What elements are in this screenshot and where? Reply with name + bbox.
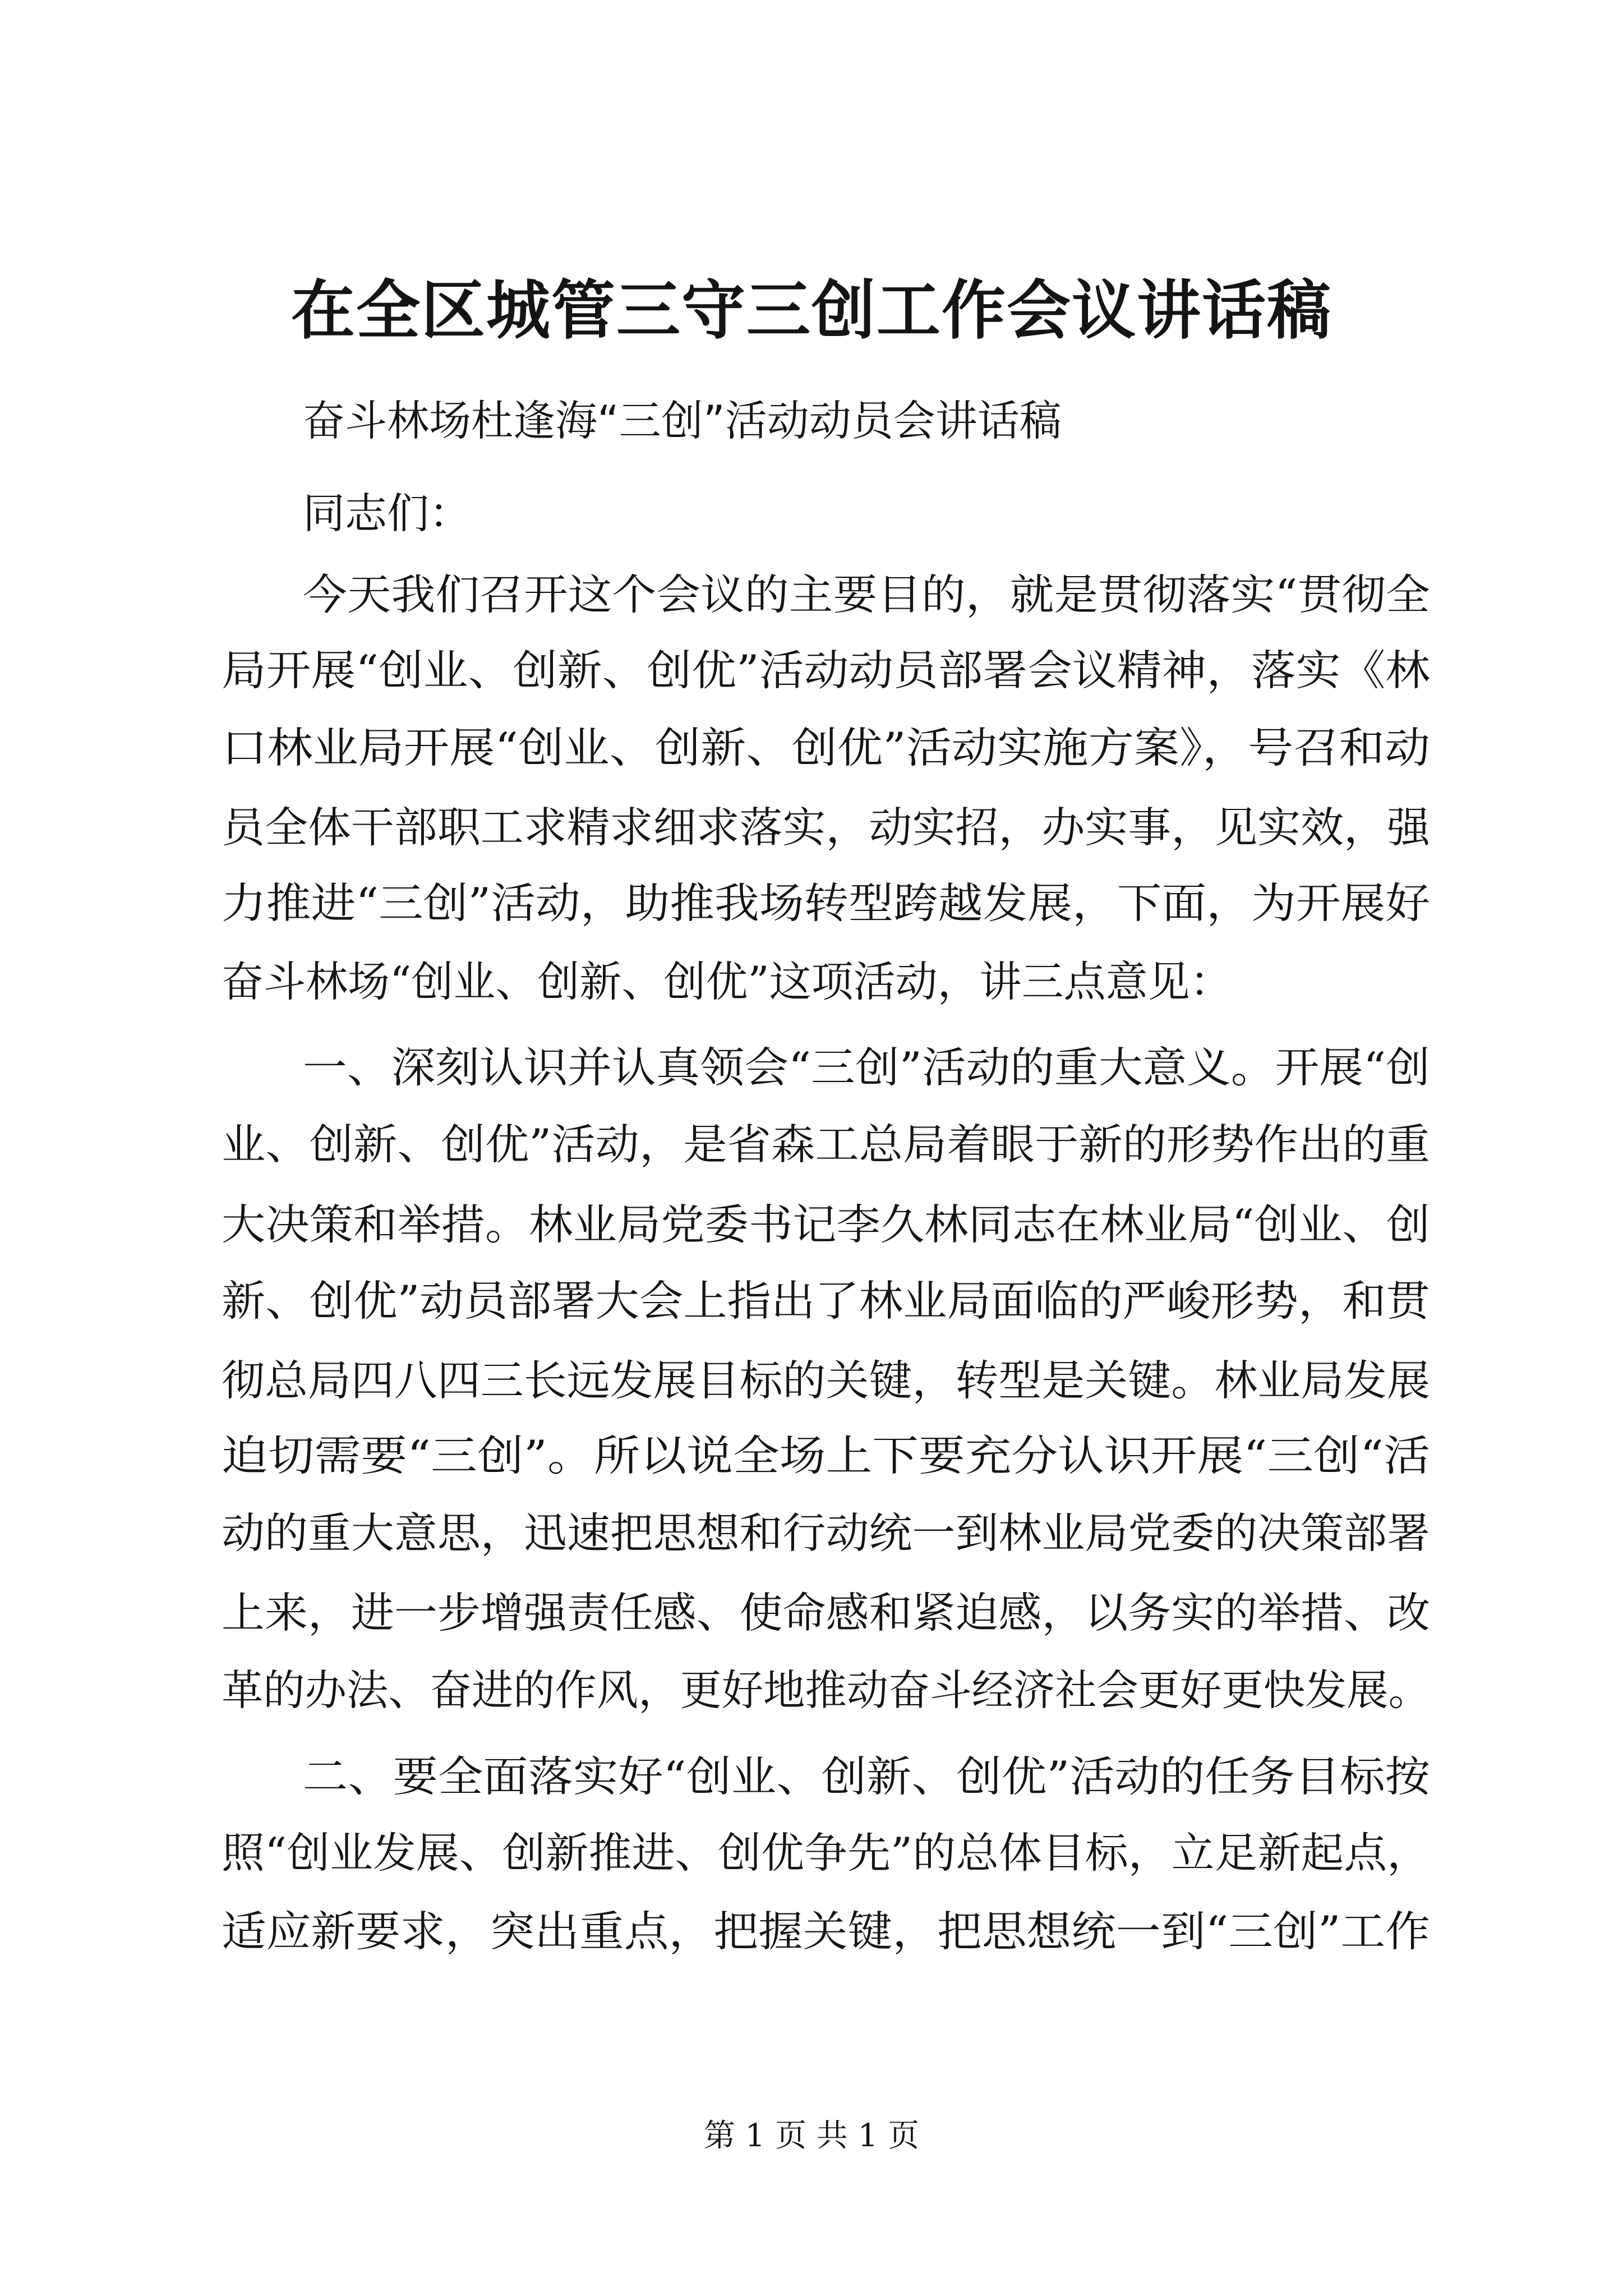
body-line (0, 482, 1623, 544)
body-line-text: 口林业局开展“创业、创新、创优”活动实施方案》，号召和动 (222, 723, 1431, 772)
body-line-text: 适应新要求，突出重点，把握关键，把思想统一到“三创”工作 (222, 1907, 1430, 1956)
body-line-text: 业、创新、创优”活动，是省森工总局着眼于新的形势作出的重 (222, 1120, 1430, 1169)
body-line-text: 同志们： (303, 489, 472, 538)
body-line (0, 1822, 1623, 1884)
body-line-text: 上来，进一步增强责任感、使命感和紧迫感，以务实的举措、改 (222, 1588, 1431, 1637)
body-line-text: 彻总局四八四三长远发展目标的关键，转型是关键。林业局发展 (222, 1356, 1431, 1405)
body-line-text: 新、创优”动员部署大会上指出了林业局面临的严峻形势，和贯 (222, 1276, 1430, 1326)
document-title: 在全区城管三守三创工作会议讲话稿 (291, 273, 1332, 348)
body-line (0, 564, 1623, 625)
body-line (0, 1194, 1623, 1255)
body-line (0, 1502, 1623, 1564)
body-line (0, 1037, 1623, 1098)
body-line (0, 1901, 1623, 1962)
body-line-text: 迫切需要“三创”。所以说全场上下要充分认识开展“三创“活 (222, 1431, 1430, 1480)
body-line-text: 二、要全面落实好“创业、创新、创优”活动的任务目标按 (303, 1752, 1430, 1801)
body-line-text: 照“创业发展、创新推进、创优争先”的总体目标，立足新起点， (222, 1828, 1431, 1878)
body-line (0, 1350, 1623, 1411)
body-line (0, 1582, 1623, 1644)
body-line-text: 力推进“三创”活动，助推我场转型跨越发展，下面，为开展好 (222, 878, 1430, 928)
body-line (0, 797, 1623, 858)
body-line (0, 1425, 1623, 1487)
body-line-text: 革的办法、奋进的作风，更好地推动奋斗经济社会更好更快发展。 (222, 1665, 1431, 1715)
body-line (0, 717, 1623, 779)
body-line-text: 大决策和举措。林业局党委书记李久林同志在林业局“创业、创 (222, 1200, 1430, 1249)
body-line (0, 1659, 1623, 1721)
body-line-text: 动的重大意思，迅速把思想和行动统一到林业局党委的决策部署 (222, 1508, 1431, 1558)
body-line (0, 1270, 1623, 1332)
body-line-text: 一、深刻认识并认真领会“三创”活动的重大意义。开展“创 (303, 1043, 1431, 1092)
body-line-text: 奋斗林场“创业、创新、创优”这项活动，讲三点意见： (222, 957, 1232, 1006)
page-footer: 第 1 页 共 1 页 (703, 2118, 920, 2154)
body-line-text: 局开展“创业、创新、创优”活动动员部署会议精神，落实《林 (222, 646, 1430, 695)
body-line-text: 员全体干部职工求精求细求落实，动实招，办实事，见实效，强 (222, 803, 1431, 852)
body-line-text: 今天我们召开这个会议的主要目的，就是贯彻落实“贯彻全 (303, 570, 1430, 619)
body-line (0, 872, 1623, 934)
body-line (0, 1746, 1623, 1807)
body-line-text: 奋斗林场杜逢海“三创”活动动员会讲话稿 (303, 396, 1062, 445)
body-line (0, 390, 1623, 452)
body-line (0, 1114, 1623, 1175)
body-line (0, 951, 1623, 1013)
body-line (0, 639, 1623, 701)
